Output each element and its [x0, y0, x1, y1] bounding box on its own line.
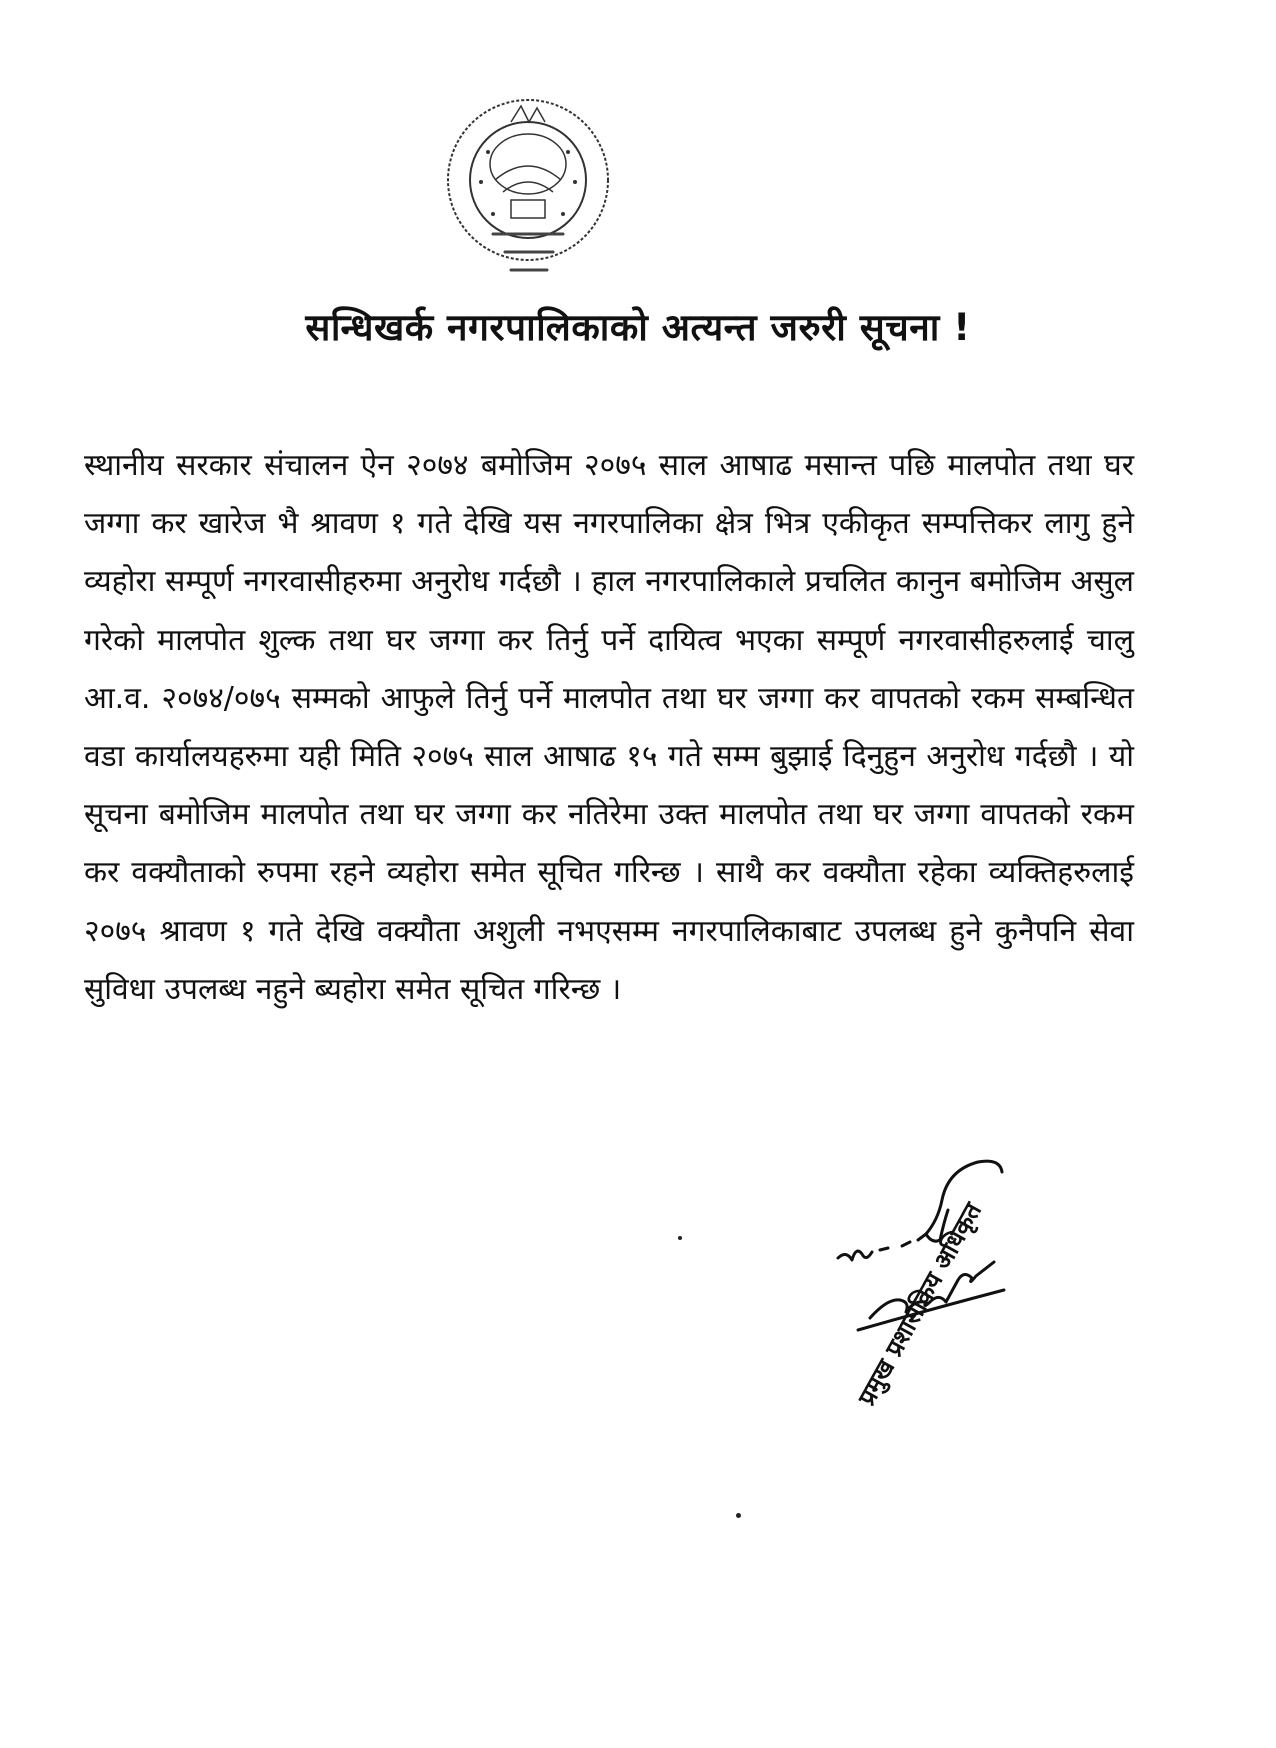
scan-speck [678, 1236, 682, 1240]
seal-text [433, 282, 623, 290]
municipality-seal [433, 92, 623, 282]
notice-body: स्थानीय सरकार संचालन ऐन २०७४ बमोजिम २०७५ साल आषाढ मसान्त पछि मालपोत तथा घर जग्गा कर खारेज भै श्रावण १ गते देखि यस नगरपालिका क्षेत्र भित्र एकीकृत सम्पत्तिकर लागु हुने व्यहोरा सम्पूर्ण नगरवासीहरुमा अनुरोध गर्दछौ । हाल नगरपालिकाले प्रचलित कानुन बमोजिम असुल गरेको मालपोत शुल्क तथा घर जग्गा कर तिर्नु पर्ने दायित्व भएका सम्पूर्ण नगरवासीहरुलाई चालु आ.व. २०७४/०७५ सम्मको आफुले तिर्नु पर्ने मालपोत तथा घर जग्गा कर वापतको रकम सम्बन्धित वडा कार्यालयहरुमा यही मिति २०७५ साल आषाढ १५ गते सम्म बुझाई दिनुहुन अनुरोध गर्दछौ । यो सूचना बमोजिम मालपोत तथा घर जग्गा कर नतिरेमा उक्त मालपोत तथा घर जग्गा वापतको रकम कर वक्यौताको रुपमा रहने व्यहोरा समेत सूचित गरिन्छ । साथै कर वक्यौता रहेका व्यक्तिहरुलाई २०७५ श्रावण १ गते देखि वक्यौता अशुली नभएसम्म नगरपालिकाबाट उपलब्ध हुने कुनैपनि सेवा सुविधा उपलब्ध नहुने ब्यहोरा समेत सूचित गरिन्छ । [84, 448, 1134, 1007]
notice-title: सन्धिखर्क नगरपालिकाको अत्यन्त जरुरी सूचना ! [305, 306, 971, 349]
signatory-designation: प्रमुख प्रशासकिय अधिकृत [851, 1197, 988, 1411]
scan-speck [736, 1513, 741, 1518]
